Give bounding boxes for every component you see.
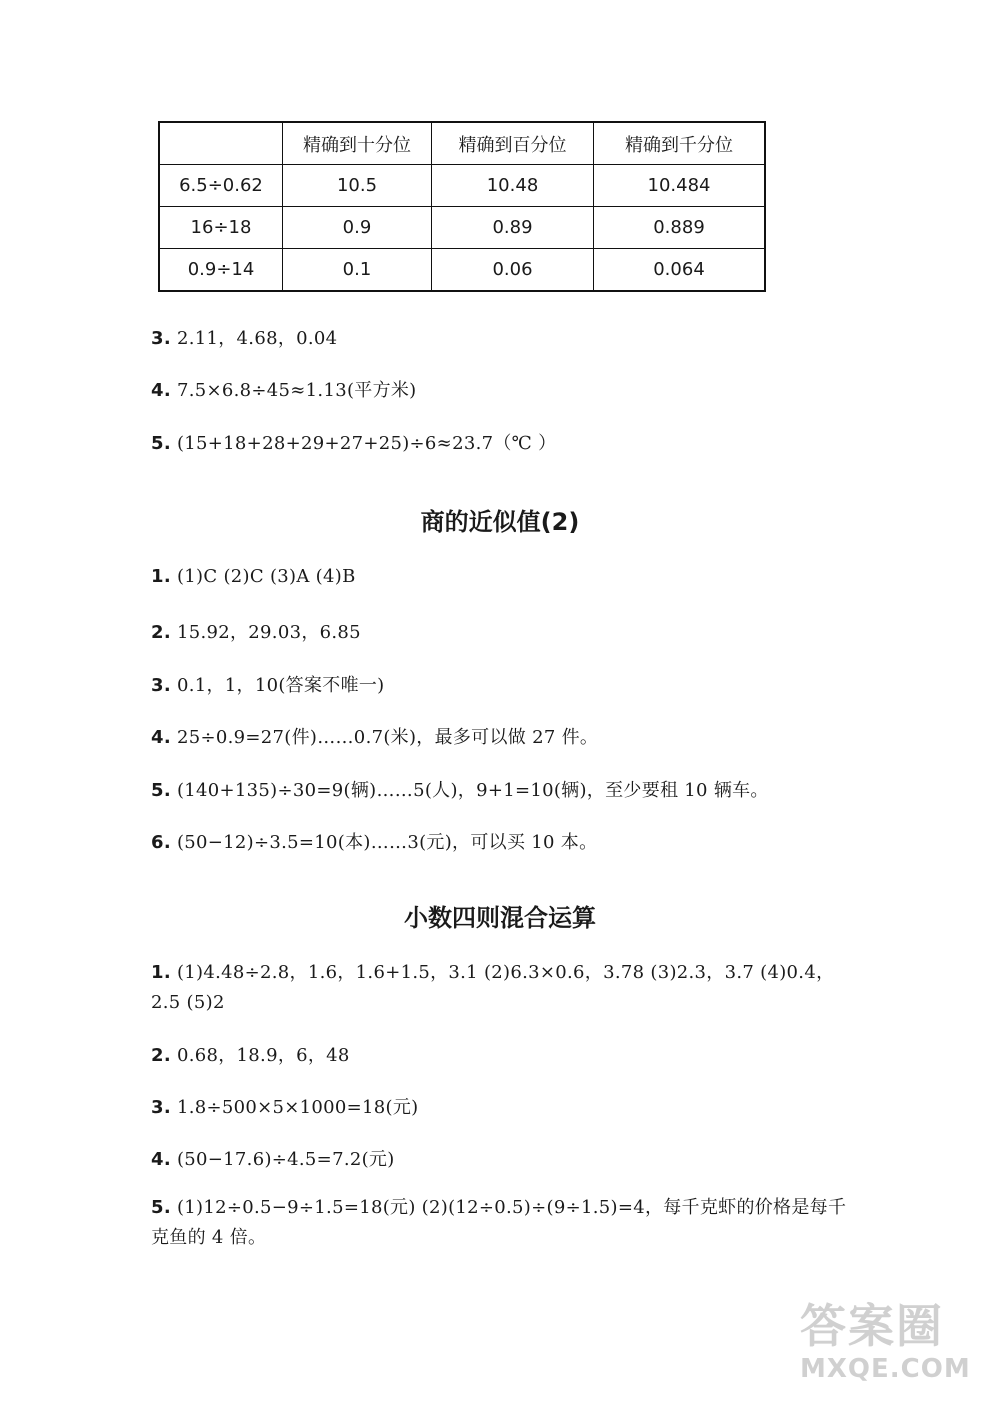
answer-line	[151, 618, 361, 644]
answer-line	[151, 828, 597, 854]
answer-number: 4.	[151, 1149, 171, 1170]
answer-line	[151, 671, 385, 697]
table-cell: 0.064	[594, 249, 766, 292]
answer-text: (1)4.48÷2.8，1.6，1.6+1.5，3.1 (2)6.3×0.6，3.78 (3)2.3，3.7 (4)0.4，2.5 (5)2	[151, 962, 835, 1013]
answer-text: 1.8÷500×5×1000=18(元)	[176, 1097, 419, 1118]
table-header-cell: 精确到千分位	[594, 122, 766, 165]
answer-line	[151, 958, 861, 1018]
answer-text: 0.1，1，10(答案不唯一)	[176, 675, 385, 696]
table-cell: 10.48	[432, 165, 594, 207]
section-title: 小数四则混合运算	[404, 904, 596, 932]
answer-number: 4.	[151, 380, 171, 401]
answer-text: (50−12)÷3.5=10(本)……3(元)，可以买 10 本。	[176, 832, 598, 853]
answer-text: (140+135)÷30=9(辆)……5(人)，9+1=10(辆)，至少要租 10 辆车。	[176, 780, 769, 801]
watermark	[800, 1300, 990, 1400]
answer-line	[151, 1193, 861, 1253]
answer-number: 3.	[151, 1097, 171, 1118]
answer-text: (15+18+28+29+27+25)÷6≈23.7（℃ ）	[176, 433, 557, 454]
answer-number: 2.	[151, 622, 171, 643]
table-row	[159, 165, 765, 207]
answer-number: 1.	[151, 566, 171, 587]
answer-line	[151, 1041, 350, 1067]
table-cell: 10.484	[594, 165, 766, 207]
table-cell: 10.5	[283, 165, 432, 207]
section-title: 商的近似值(2)	[420, 508, 580, 536]
table-cell: 0.06	[432, 249, 594, 292]
answer-text: (1)12÷0.5−9÷1.5=18(元) (2)(12÷0.5)÷(9÷1.5)=4，每千克虾的价格是每千克鱼的 4 倍。	[151, 1197, 847, 1248]
answer-number: 3.	[151, 328, 171, 349]
table-cell: 0.889	[594, 207, 766, 249]
watermark-site: MXQE.COM	[800, 1354, 971, 1384]
answer-line	[151, 376, 417, 402]
rounding-table	[158, 121, 766, 292]
table-header-cell	[159, 122, 283, 165]
table-cell: 0.1	[283, 249, 432, 292]
answer-line	[151, 1093, 419, 1119]
table-cell: 0.9	[283, 207, 432, 249]
answer-number: 5.	[151, 433, 171, 454]
table-header-row	[159, 122, 765, 165]
answer-number: 1.	[151, 962, 171, 983]
table-row	[159, 207, 765, 249]
answer-line	[151, 429, 556, 455]
answer-text: 2.11，4.68，0.04	[176, 328, 338, 349]
answer-number: 3.	[151, 675, 171, 696]
table-header-cell: 精确到百分位	[432, 122, 594, 165]
table-cell: 6.5÷0.62	[159, 165, 283, 207]
table-row	[159, 249, 765, 292]
answer-line	[151, 776, 769, 802]
answer-number: 5.	[151, 780, 171, 801]
answer-text: 0.68，18.9，6，48	[176, 1045, 350, 1066]
answer-line	[151, 324, 337, 350]
answer-text: (50−17.6)÷4.5=7.2(元)	[176, 1149, 395, 1170]
table-cell: 16÷18	[159, 207, 283, 249]
answer-text: 7.5×6.8÷45≈1.13(平方米)	[176, 380, 417, 401]
answer-text: 15.92，29.03，6.85	[176, 622, 361, 643]
answer-text: 25÷0.9=27(件)……0.7(米)，最多可以做 27 件。	[176, 727, 599, 748]
answer-line	[151, 1145, 395, 1171]
answer-number: 4.	[151, 727, 171, 748]
answer-line	[151, 566, 356, 587]
answer-line	[151, 723, 598, 749]
table-cell: 0.9÷14	[159, 249, 283, 292]
answer-number: 6.	[151, 832, 171, 853]
answer-number: 2.	[151, 1045, 171, 1066]
table-cell: 0.89	[432, 207, 594, 249]
table-header-cell: 精确到十分位	[283, 122, 432, 165]
answer-number: 5.	[151, 1197, 171, 1218]
watermark-logo: 答案圈	[800, 1299, 944, 1353]
answer-text: (1)C (2)C (3)A (4)B	[176, 566, 356, 587]
